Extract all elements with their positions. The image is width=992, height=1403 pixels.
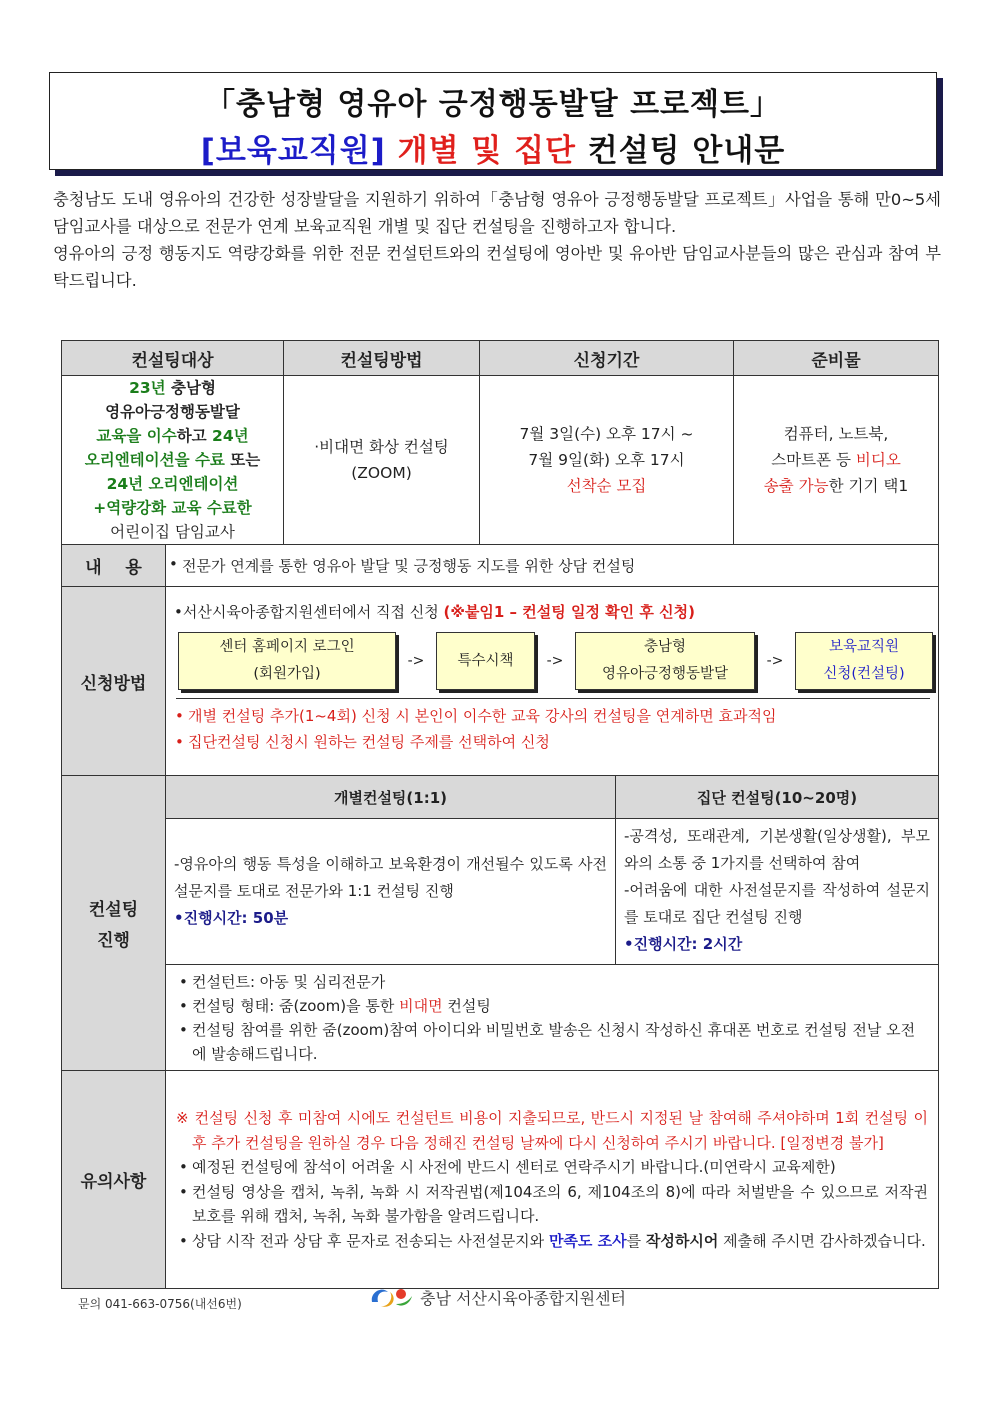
flow-step-login: 센터 홈페이지 로그인 (회원가입) [178,632,396,690]
flow-step-special: 특수시책 [436,632,535,690]
label-apply: 신청방법 [62,587,166,776]
title-type: 개별 및 집단 [397,133,576,169]
header-target: 컨설팅대상 [62,341,284,376]
apply-note-1: • 개별 컨설팅 추가(1~4회) 신청 시 본인이 이수한 교육 강사의 컨설팅을 연계하면 효과적임 [172,703,938,729]
flow-arrow: -> [407,653,425,669]
cell-supplies: 컴퓨터, 노트북, 스마트폰 등 비디오 송출 가능한 기기 택1 [734,376,939,545]
header-period: 신청기간 [480,341,734,376]
title-staff: [보육교직원] [200,133,386,169]
footer-contact: 문의 041-663-0756(내선6번) [78,1297,242,1311]
cell-individual: -영유아의 행동 특성을 이해하고 보육환경이 개선될수 있도록 사전 설문지를 토대로 전문가와 1:1 컨설팅 진행 •진행시간: 50분 [166,819,616,965]
title-line2 [50,125,936,170]
cell-apply: •서산시육아종합지원센터에서 직접 신청 (※붙임1 – 컨설팅 일정 확인 후 신청) 센터 홈페이지 로그인 (회원가입) -> 특수시책 -> 충남형 영유아긍정행동발달 -> 보육교직원 신청(컨설팅) • 개별 컨설팅 추가(1~4회) 신청 시 본인이 이수한 교육 강사의 컨설팅을 연계하면 효과적임 • 집단컨설팅 신청시 원하는 컨설팅 주제를 선택하여 신청 [166,587,939,776]
flow-arrow: -> [766,653,784,669]
flow-arrow: -> [546,653,564,669]
header-group: 집단 컨설팅(10~20명) [616,776,939,819]
intro-paragraph-1: 충청남도 도내 영유아의 건강한 성장발달을 지원하기 위하여「충남형 영유아 긍정행동발달 프로젝트」사업을 통해 만0~5세 담임교사를 대상으로 전문가 연계 보육교직원 개별 및 집단 컨설팅을 진행하고자 합니다. [53,190,941,236]
cell-method: ·비대면 화상 컨설팅 (ZOOM) [284,376,480,545]
apply-note-2: • 집단컨설팅 신청시 원하는 컨설팅 주제를 선택하여 신청 [172,729,938,755]
flow-step-project: 충남형 영유아긍정행동발달 [575,632,755,690]
footer-logo [368,1284,626,1310]
header-individual: 개별컨설팅(1:1) [166,776,616,819]
label-notes: 유의사항 [62,1071,166,1289]
title-box [49,72,937,170]
center-logo-icon [368,1284,414,1310]
cell-notes: ※ 컨설팅 신청 후 미참여 시에도 컨설턴트 비용이 지출되므로, 반드시 지정된 날 참여해 주셔야하며 1회 컨설팅 이후 추가 컨설팅을 원하실 경우 다음 정해진 컨설팅 날짜에 다시 신청하여 주시기 바랍니다. [일정변경 불가] • 예정된 컨설팅에 참석이 어려울 시 사전에 반드시 센터로 연락주시기 바랍니다.(미연락시 교육제한) • 컨설팅 영상을 캡처, 녹취, 녹화 시 저작권법(제104조의 6, 제104조의 8)에 따라 처벌받을 수 있으므로 저작권 보호를 위해 캡처, 녹취, 녹화 불가함을 알려드립니다. • 상담 시작 전과 상담 후 문자로 전송되는 사전설문지와 만족도 조사를 작성하시어 제출해 주시면 감사하겠습니다. [166,1071,939,1289]
intro-paragraph-2: 영유아의 긍정 행동지도 역량강화를 위한 전문 컨설턴트와의 컨설팅에 영아반 및 유아반 담임교사분들의 많은 관심과 참여 부탁드립니다. [53,244,941,290]
apply-flow [178,632,938,690]
flow-step-apply: 보육교직원 신청(컨설팅) [795,632,933,690]
label-progress: 컨설팅 진행 [62,776,166,1071]
title-notice: 컨설팅 안내문 [587,133,786,169]
intro-text [53,186,941,294]
cell-period: 7월 3일(수) 오후 17시 ~ 7월 9일(화) 오후 17시 선착순 모집 [480,376,734,545]
cell-content: • 전문가 연계를 통한 영유아 발달 및 긍정행동 지도를 위한 상담 컨설팅 [166,545,939,587]
cell-target: 23년 충남형 영유아긍정행동발달 교육을 이수하고 24년 오리엔테이션을 수료 또는 24년 오리엔테이션 +역량강화 교육 수료한 어린이집 담임교사 [62,376,284,545]
label-content: 내 용 [62,545,166,587]
title-line1: 「충남형 영유아 긍정행동발달 프로젝트」 [204,87,781,122]
header-method: 컨설팅방법 [284,341,480,376]
cell-group: -공격성, 또래관계, 기본생활(일상생활), 부모와의 소통 중 1가지를 선택하여 참여 -어려움에 대한 사전설문지를 작성하여 설문지를 토대로 집단 컨설팅 진행 •진행시간: 2시간 [616,819,939,965]
consulting-table [61,340,939,1289]
header-supplies: 준비물 [734,341,939,376]
footer-org-name: 충남 서산시육아종합지원센터 [420,1288,627,1308]
cell-progress-info: • 컨설턴트: 아동 및 심리전문가 • 컨설팅 형태: 줌(zoom)을 통한 비대면 컨설팅 • 컨설팅 참여를 위한 줌(zoom)참여 아이디와 비밀번호 발송은 신청시 작성하신 휴대폰 번호로 컨설팅 전날 오전에 발송해드립니다. [166,965,939,1071]
